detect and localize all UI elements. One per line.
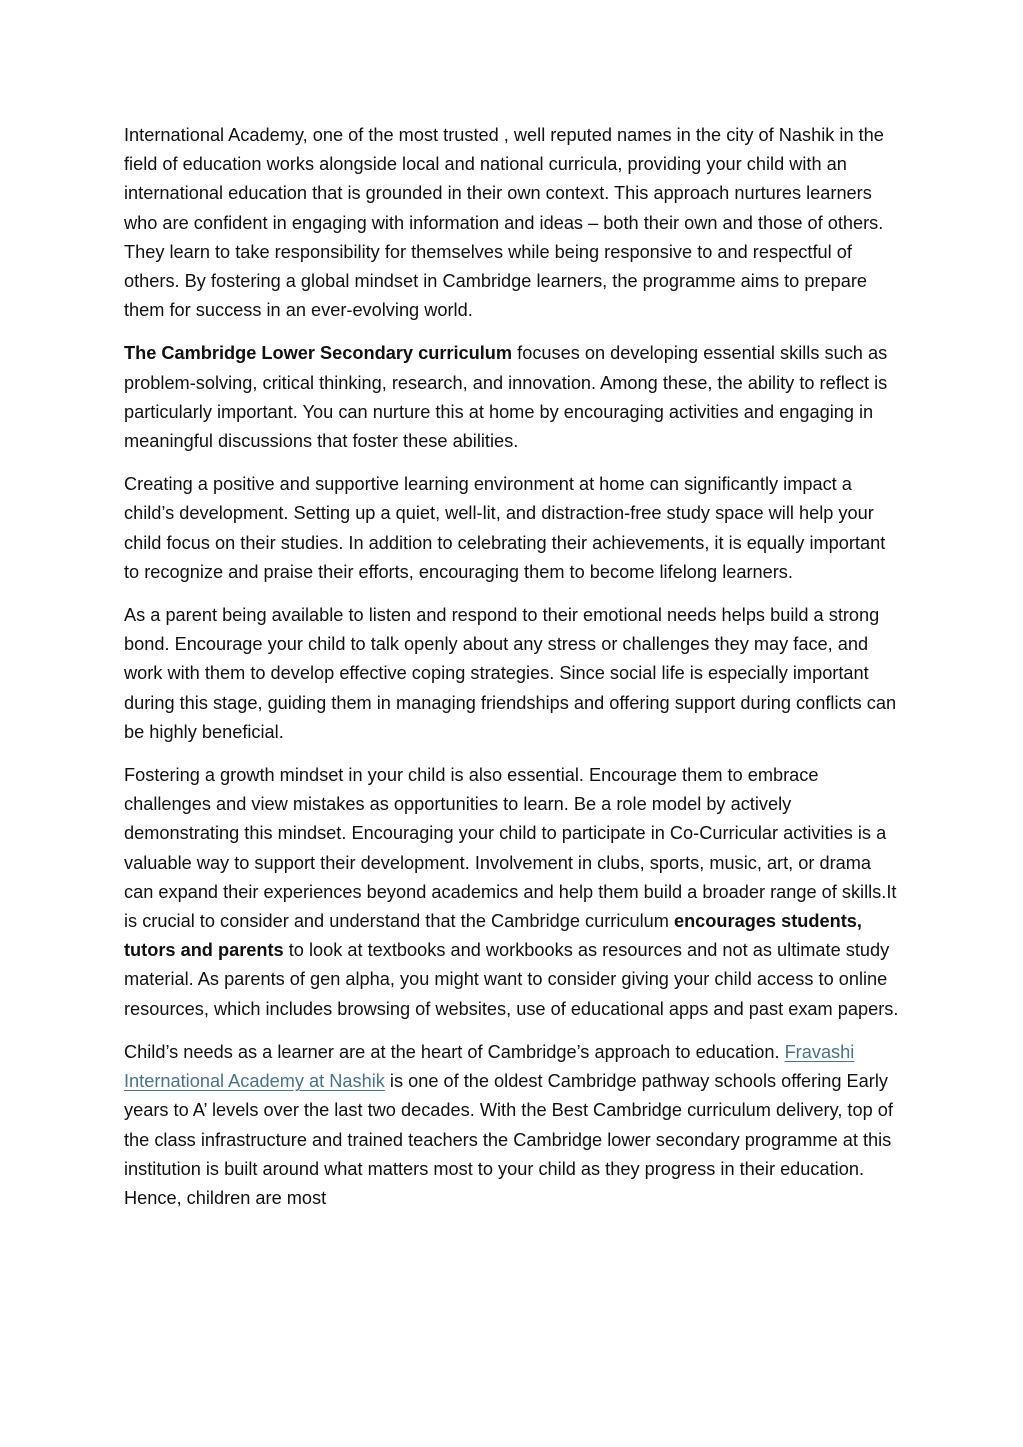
paragraph-growth-mindset-text-start: Fostering a growth mindset in your child is also essential. Encourage them to embrace challenges and view mistakes as opportunities to learn. Be a role model by actively demonstrating this mindset. Encouraging your child to participate in Co-Curricular activities is a valuable way to support their development. Involvement in clubs, sports, music, art, or drama can expand their experiences beyond academics and help them build a broader range of skills.It is crucial to consider and understand that the Cambridge curriculum [124,765,897,932]
curriculum-heading-bold: The Cambridge Lower Secondary curriculum [124,343,513,364]
paragraph-growth-mindset-text-end: to look at textbooks and workbooks as resources and not as ultimate study material. As parents of gen alpha, you might want to consider giving your child access to online resources, which includes browsing of websites, use of educational apps and past exam papers. [124,940,899,1019]
paragraph-curriculum-text: focuses on developing essential skills such as problem-solving, critical thinking, research, and innovation. Among these, the ability to reflect is particularly important. You can nurture this at home by encouraging activities and engaging in meaningful discussions that foster these abilities. [124,343,888,452]
paragraph-environment [124,470,899,587]
paragraph-learner-needs-text-start: Child’s needs as a learner are at the heart of Cambridge’s approach to education. [124,1041,785,1062]
growth-mindset-bold-phrase: encourages students, tutors and parents [124,911,862,961]
paragraph-learner-needs [124,1038,899,1213]
paragraph-environment-text: Creating a positive and supportive learning environment at home can significantly impact a child’s development. Setting up a quiet, well-lit, and distraction-free study space will help your child focus on their studies. In addition to celebrating their achievements, it is equally important to recognize and praise their efforts, encouraging them to become lifelong learners. [124,474,886,582]
paragraph-intro-text: International Academy, one of the most trusted , well reputed names in the city of Nashik in the field of education works alongside local and national curricula, providing your child with an international education that is grounded in their own context. This approach nurtures learners who are confident in engaging with information and ideas – both their own and those of others. They learn to take responsibility for themselves while being responsive to and respectful of others. By fostering a global mindset in Cambridge learners, the programme aims to prepare them for success in an ever-evolving world. [124,125,884,321]
paragraph-growth-mindset [124,761,899,1024]
academy-link[interactable]: Fravashi International Academy at Nashik [124,1041,855,1092]
paragraph-curriculum [124,339,899,456]
paragraph-learner-needs-text-end: is one of the oldest Cambridge pathway schools offering Early years to A’ levels over the last two decades. With the Best Cambridge curriculum delivery, top of the class infrastructure and trained teachers the Cambridge lower secondary programme at this institution is built around what matters most to your child as they progress in their education. Hence, children are most [124,1071,893,1208]
paragraph-emotional-needs [124,601,899,747]
document-body [124,121,899,1227]
paragraph-emotional-needs-text: As a parent being available to listen and respond to their emotional needs helps build a strong bond. Encourage your child to talk openly about any stress or challenges they may face, and work with them to develop effective coping strategies. Since social life is especially important during this stage, guiding them in managing friendships and offering support during conflicts can be highly beneficial. [124,605,897,742]
paragraph-intro [124,121,899,325]
